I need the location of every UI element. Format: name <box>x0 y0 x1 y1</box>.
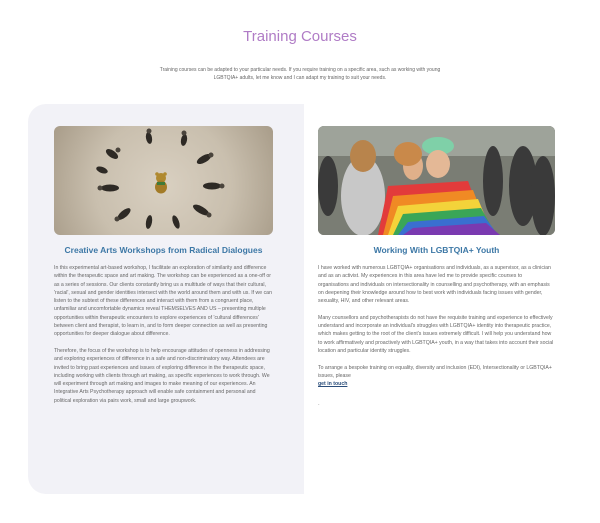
card-paragraph: Therefore, the focus of the workshop is to help encourage attitudes of openness in addressing and exploring experiences of difference in a safe and non-discriminatory way. Attendees are invited to bring past experiences and issues of exploring difference in the therapeutic space, including working with clients through art making, as specific experiences to work through. We will experiment through art making and images to make meaning of our experiences. An Integrative Arts Psychotherapy approach will enable safe containment and personal and political exploration via pairs work, small and large groupwork. <box>54 347 270 404</box>
card-paragraph: I have worked with numerous LGBTQIA+ organisations and individuals, as a supervisor, as a clinician and as an activist. My experiences in this area have led me to provide specific courses to organisations and individuals on intersectionality in counselling and psychotherapy, with an emphasis on deepening their knowledge around how to best work with individuals facing issues with gender, sexuality, HIV, and other relevant areas. <box>318 265 551 305</box>
card-paragraph: Many counsellors and psychotherapists do not have the requisite training and experience to effectively understand and incorporate an individual's struggles with LGBTQIA+ identity into therapeutic practice, which makes getting to the root of the client's issues extremely difficult. I will help you understand how to work affirmatively and proactively with LGBTQIA+ youth, in a way that takes into account their social location and particular identity struggles. <box>318 314 554 354</box>
pride-crowd-illustration <box>318 126 555 235</box>
card-title-lgbtqia-youth: Working With LGBTQIA+ Youth <box>373 245 500 255</box>
card-body-lgbtqia-youth <box>318 264 554 417</box>
teddy-bear <box>155 172 167 193</box>
card-paragraph: In this experimental art-based workshop, I facilitate an exploration of similarity and difference within the therapeutic space and art making. The workshop can be experienced as a one-off or as a series of sessions. Our clients constantly bring us a multitude of ways that their cultural, 'racial', sexual and gender identities intersect with the world around them and with us. If we can listen to the subtext of these differences and interact with them from a congruent place, unfamiliar and uncomfortable dynamics reveal THEMSELVES AND US – presenting multiple opportunities within therapeutic encounters to explore experiences of 'cultural differences' between client and therapist, to learn in, and to form deeper connection as well as presenting opportunities for deeper dialogue about difference. <box>54 265 272 338</box>
card-body-creative-arts <box>54 264 272 413</box>
intro-text: Training courses can be adapted to your particular needs. If you require training on a specific area, such as working with young LGBTQIA+ adults, let me know and I can adapt my training to suit your needs. <box>159 67 441 82</box>
figurines-illustration <box>54 126 273 235</box>
page-title: Training Courses <box>243 28 357 45</box>
card-paragraph: To arrange a bespoke training on equality, diversity and inclusion (EDI), Intersectionality or LGBTQIA+ issues, please <box>318 364 552 379</box>
pride-youth-image <box>318 126 555 235</box>
card-title-creative-arts: Creative Arts Workshops from Radical Dialogues <box>64 245 263 255</box>
get-in-touch-link[interactable]: get in touch <box>318 381 348 388</box>
trailing-dot: . <box>318 401 320 408</box>
workshop-figurines-image <box>54 126 273 235</box>
